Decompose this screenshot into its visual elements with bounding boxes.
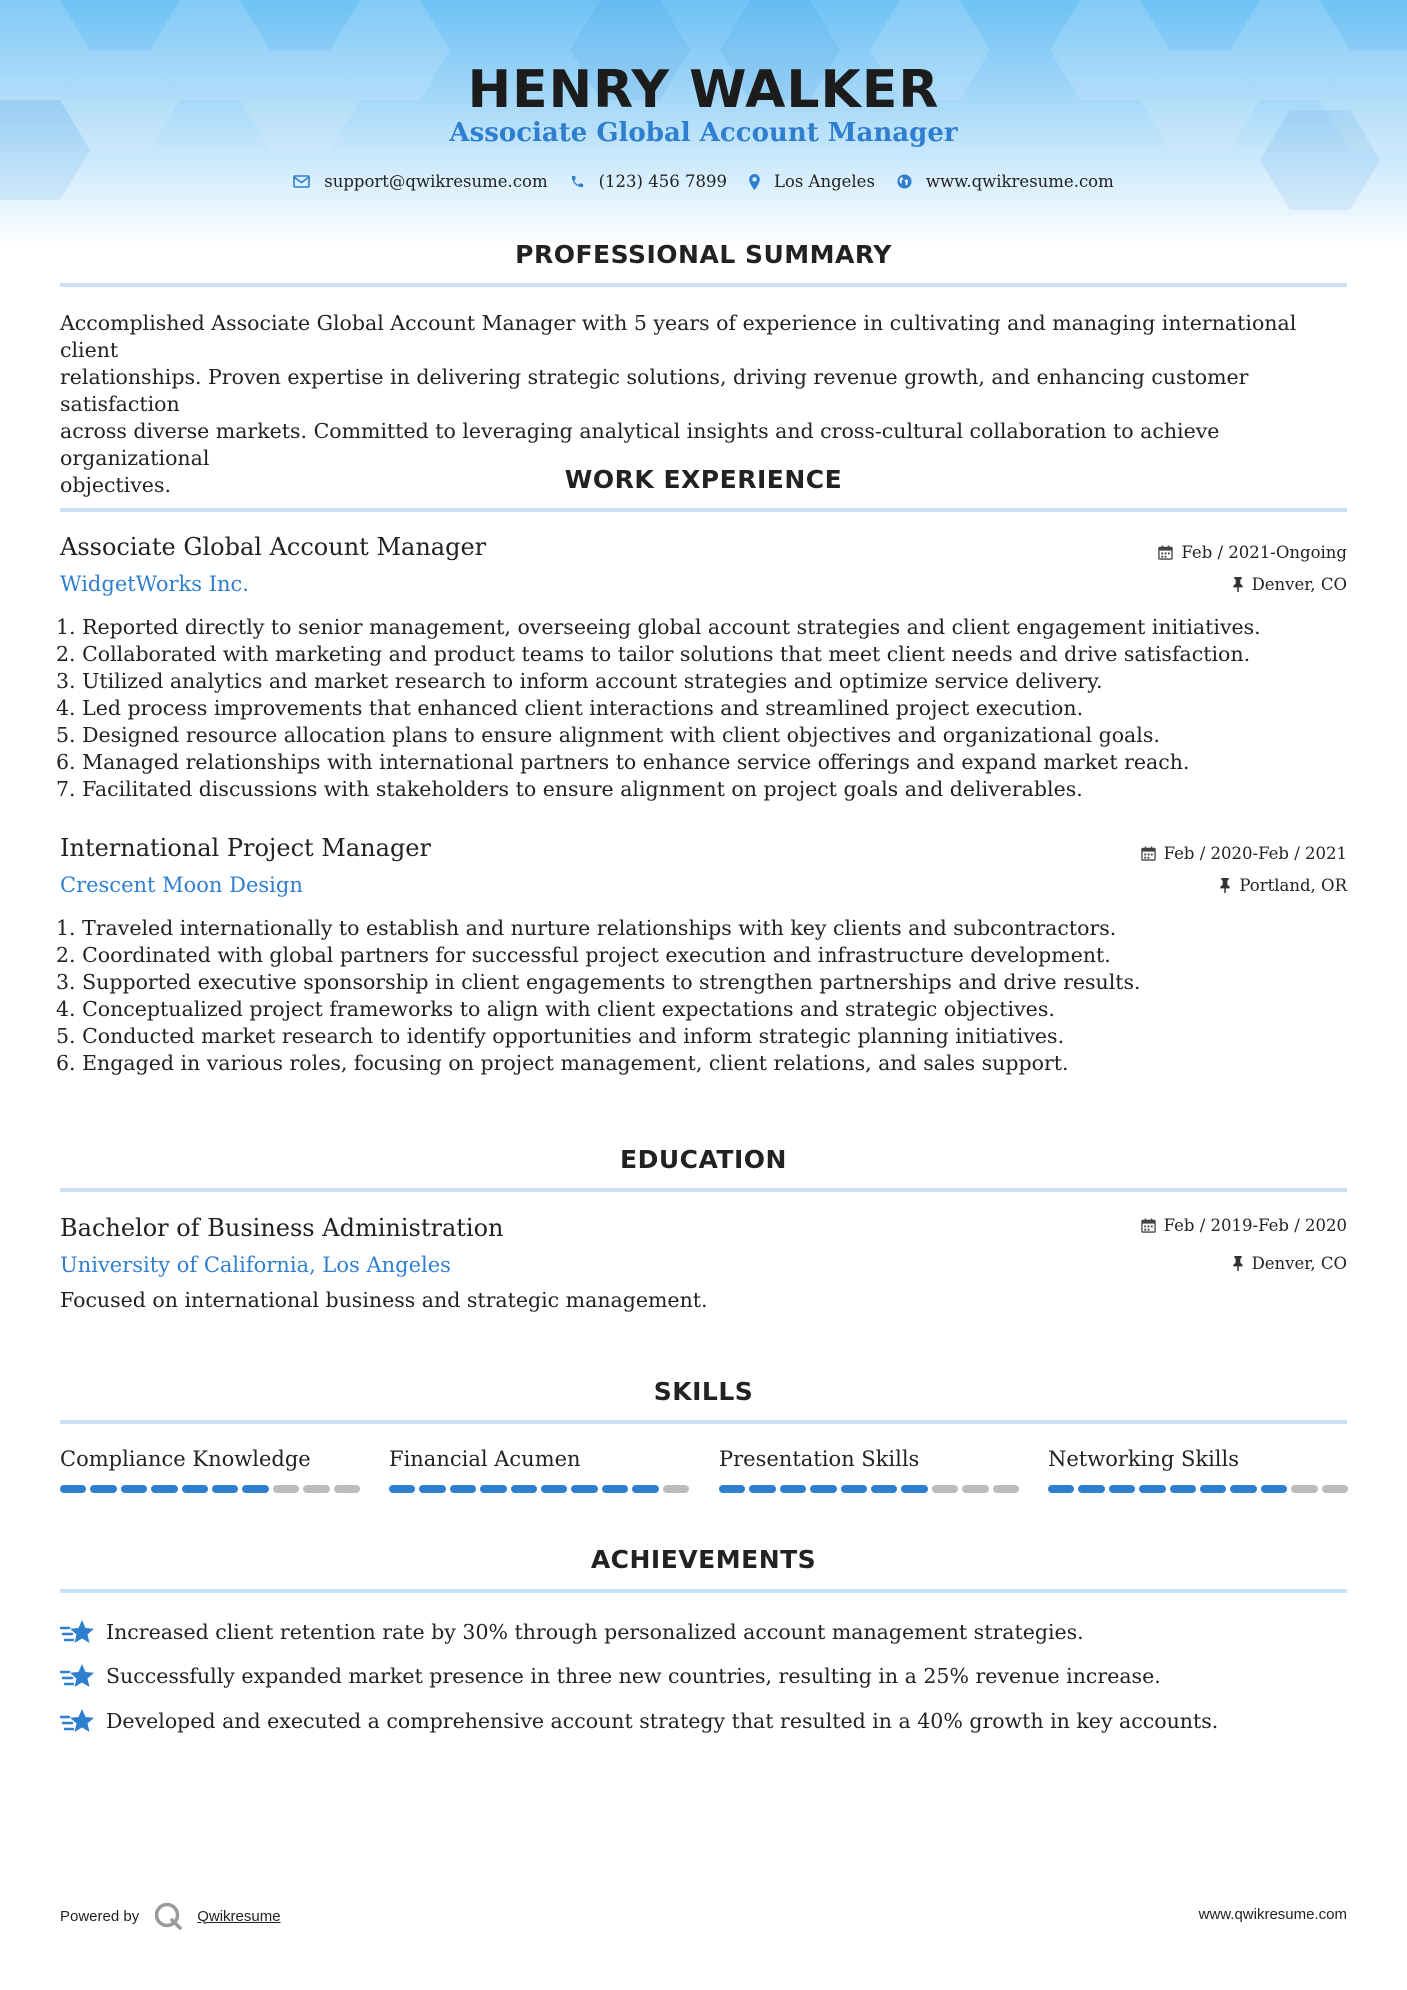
- skill-name: Financial Acumen: [389, 1447, 581, 1471]
- skill-segment: [182, 1485, 208, 1493]
- skill-item: [60, 1447, 360, 1493]
- email-text: support@qwikresume.com: [324, 172, 548, 191]
- skill-segment: [1170, 1485, 1196, 1493]
- skill-item: [1048, 1447, 1348, 1493]
- skill-segment: [389, 1485, 415, 1493]
- skills-divider: [60, 1420, 1347, 1424]
- job-dates: [1141, 844, 1347, 863]
- experience-divider: [60, 508, 1347, 512]
- achievement-text: Successfully expanded market presence in three new countries, resulting in a 25% revenue increase.: [106, 1664, 1161, 1688]
- job-location: [1219, 876, 1347, 895]
- job-bullets: [56, 915, 1346, 1077]
- skill-name: Networking Skills: [1048, 1447, 1240, 1471]
- skill-item: [719, 1447, 1019, 1493]
- summary-divider: [60, 283, 1347, 287]
- envelope-icon: [293, 175, 310, 188]
- achievement-item: [60, 1706, 1218, 1736]
- job-company: WidgetWorks Inc.: [60, 572, 249, 596]
- achievements-heading: ACHIEVEMENTS: [590, 1545, 817, 1574]
- star-icon: [60, 1661, 96, 1691]
- achievement-item: [60, 1617, 1084, 1647]
- achievement-item: [60, 1661, 1161, 1691]
- phone-text: (123) 456 7899: [598, 172, 727, 191]
- contact-email[interactable]: [293, 172, 547, 191]
- list-item: 3. Utilized analytics and market research to inform account strategies and optimize service delivery.: [56, 669, 1103, 693]
- calendar-icon: [1141, 846, 1156, 861]
- powered-by-label: Powered by: [60, 1907, 140, 1925]
- skill-segment: [1322, 1485, 1348, 1493]
- map-marker-icon: [749, 174, 760, 190]
- list-item: 3. Supported executive sponsorship in client engagements to strengthen partnerships and drive results.: [56, 970, 1141, 994]
- job-bullets: [56, 614, 1346, 803]
- skill-segment: [841, 1485, 867, 1493]
- skill-segment: [273, 1485, 299, 1493]
- skill-segment: [663, 1485, 689, 1493]
- education-heading: EDUCATION: [620, 1145, 787, 1174]
- skill-segment: [1078, 1485, 1104, 1493]
- skill-name: Presentation Skills: [719, 1447, 920, 1471]
- summary-line: across diverse markets. Committed to leveraging analytical insights and cross-cultural collaboration to achieve organizational: [60, 419, 1220, 470]
- school-name: University of California, Los Angeles: [60, 1253, 451, 1277]
- education-location-text: Denver, CO: [1251, 1254, 1347, 1273]
- pushpin-icon: [1232, 577, 1244, 592]
- skill-segment: [932, 1485, 958, 1493]
- skill-segment: [1291, 1485, 1317, 1493]
- candidate-title: Associate Global Account Manager: [449, 118, 958, 148]
- skill-segment: [450, 1485, 476, 1493]
- skill-segment: [212, 1485, 238, 1493]
- skill-segment: [632, 1485, 658, 1493]
- calendar-icon: [1158, 545, 1173, 560]
- location-text: Los Angeles: [773, 172, 875, 191]
- contact-website[interactable]: [897, 172, 1114, 191]
- list-item: 6. Engaged in various roles, focusing on project management, client relations, and sales support.: [56, 1051, 1069, 1075]
- summary-line: relationships. Proven expertise in delivering strategic solutions, driving revenue growth, and enhancing customer satisfaction: [60, 365, 1249, 416]
- job-dates: [1158, 543, 1347, 562]
- skills-heading: SKILLS: [653, 1377, 754, 1406]
- skill-segment: [749, 1485, 775, 1493]
- skill-level-bar: [60, 1485, 360, 1493]
- list-item: 2. Collaborated with marketing and product teams to tailor solutions that meet client needs and drive satisfaction.: [56, 642, 1251, 666]
- skill-segment: [962, 1485, 988, 1493]
- skill-level-bar: [1048, 1485, 1348, 1493]
- calendar-icon: [1141, 1218, 1156, 1233]
- skill-segment: [1109, 1485, 1135, 1493]
- list-item: 4. Led process improvements that enhanced client interactions and streamlined project execution.: [56, 696, 1084, 720]
- qwikresume-logo-icon: [153, 1901, 183, 1931]
- skill-name: Compliance Knowledge: [60, 1447, 311, 1471]
- job-title: International Project Manager: [60, 834, 431, 862]
- list-item: 5. Conducted market research to identify opportunities and inform strategic planning initiatives.: [56, 1024, 1065, 1048]
- summary-heading: PROFESSIONAL SUMMARY: [515, 240, 892, 269]
- job-company: Crescent Moon Design: [60, 873, 303, 897]
- education-dates-text: Feb / 2019-Feb / 2020: [1163, 1216, 1347, 1235]
- list-item: 1. Reported directly to senior management, overseeing global account strategies and client engagement initiatives.: [56, 615, 1261, 639]
- contact-bar: [0, 172, 1407, 191]
- education-divider: [60, 1188, 1347, 1192]
- skill-segment: [1048, 1485, 1074, 1493]
- education-location: [1232, 1254, 1347, 1273]
- job-dates-text: Feb / 2021-Ongoing: [1181, 543, 1347, 562]
- skill-segment: [571, 1485, 597, 1493]
- list-item: 7. Facilitated discussions with stakeholders to ensure alignment on project goals and deliverables.: [56, 777, 1083, 801]
- skill-item: [389, 1447, 689, 1493]
- summary-line: Accomplished Associate Global Account Manager with 5 years of experience in cultivating and managing international client: [60, 311, 1297, 362]
- skill-segment: [541, 1485, 567, 1493]
- list-item: 6. Managed relationships with international partners to enhance service offerings and expand market reach.: [56, 750, 1190, 774]
- achievement-text: Increased client retention rate by 30% through personalized account management strategies.: [106, 1620, 1084, 1644]
- star-icon: [60, 1617, 96, 1647]
- skill-segment: [242, 1485, 268, 1493]
- pushpin-icon: [1219, 878, 1231, 893]
- skill-segment: [871, 1485, 897, 1493]
- skill-segment: [303, 1485, 329, 1493]
- achievement-text: Developed and executed a comprehensive account strategy that resulted in a 40% growth in key accounts.: [106, 1709, 1219, 1733]
- star-icon: [60, 1706, 96, 1736]
- achievements-divider: [60, 1589, 1347, 1593]
- list-item: 1. Traveled internationally to establish and nurture relationships with key clients and subcontractors.: [56, 916, 1117, 940]
- skill-segment: [719, 1485, 745, 1493]
- list-item: 2. Coordinated with global partners for successful project execution and infrastructure development.: [56, 943, 1111, 967]
- pushpin-icon: [1232, 1256, 1244, 1271]
- skill-segment: [1200, 1485, 1226, 1493]
- candidate-name: HENRY WALKER: [467, 60, 940, 120]
- job-location-text: Portland, OR: [1239, 876, 1347, 895]
- contact-location: [749, 172, 875, 191]
- skill-segment: [901, 1485, 927, 1493]
- footer-branding: [60, 1901, 281, 1931]
- phone-icon: [570, 174, 585, 189]
- skill-segment: [511, 1485, 537, 1493]
- skill-segment: [334, 1485, 360, 1493]
- skill-segment: [60, 1485, 86, 1493]
- skill-level-bar: [719, 1485, 1019, 1493]
- skill-segment: [1230, 1485, 1256, 1493]
- job-location-text: Denver, CO: [1251, 575, 1347, 594]
- skill-segment: [480, 1485, 506, 1493]
- skill-segment: [993, 1485, 1019, 1493]
- education-dates: [1141, 1216, 1347, 1235]
- list-item: 5. Designed resource allocation plans to ensure alignment with client objectives and organizational goals.: [56, 723, 1160, 747]
- skill-segment: [419, 1485, 445, 1493]
- skill-segment: [90, 1485, 116, 1493]
- skill-level-bar: [389, 1485, 689, 1493]
- skill-segment: [151, 1485, 177, 1493]
- degree-title: Bachelor of Business Administration: [60, 1214, 504, 1242]
- skill-segment: [810, 1485, 836, 1493]
- skill-segment: [602, 1485, 628, 1493]
- job-dates-text: Feb / 2020-Feb / 2021: [1163, 844, 1347, 863]
- skill-segment: [1261, 1485, 1287, 1493]
- qwikresume-link[interactable]: Qwikresume: [197, 1907, 281, 1925]
- job-location: [1232, 575, 1347, 594]
- education-description: Focused on international business and strategic management.: [60, 1288, 708, 1312]
- skill-segment: [780, 1485, 806, 1493]
- skill-segment: [1139, 1485, 1165, 1493]
- contact-phone[interactable]: [570, 172, 727, 191]
- globe-icon: [897, 174, 912, 189]
- footer-website[interactable]: www.qwikresume.com: [1198, 1906, 1347, 1923]
- experience-heading: WORK EXPERIENCE: [564, 465, 843, 494]
- summary-line: objectives.: [60, 473, 171, 497]
- list-item: 4. Conceptualized project frameworks to align with client expectations and strategic objectives.: [56, 997, 1055, 1021]
- website-text: www.qwikresume.com: [925, 172, 1114, 191]
- job-title: Associate Global Account Manager: [60, 533, 487, 561]
- skill-segment: [121, 1485, 147, 1493]
